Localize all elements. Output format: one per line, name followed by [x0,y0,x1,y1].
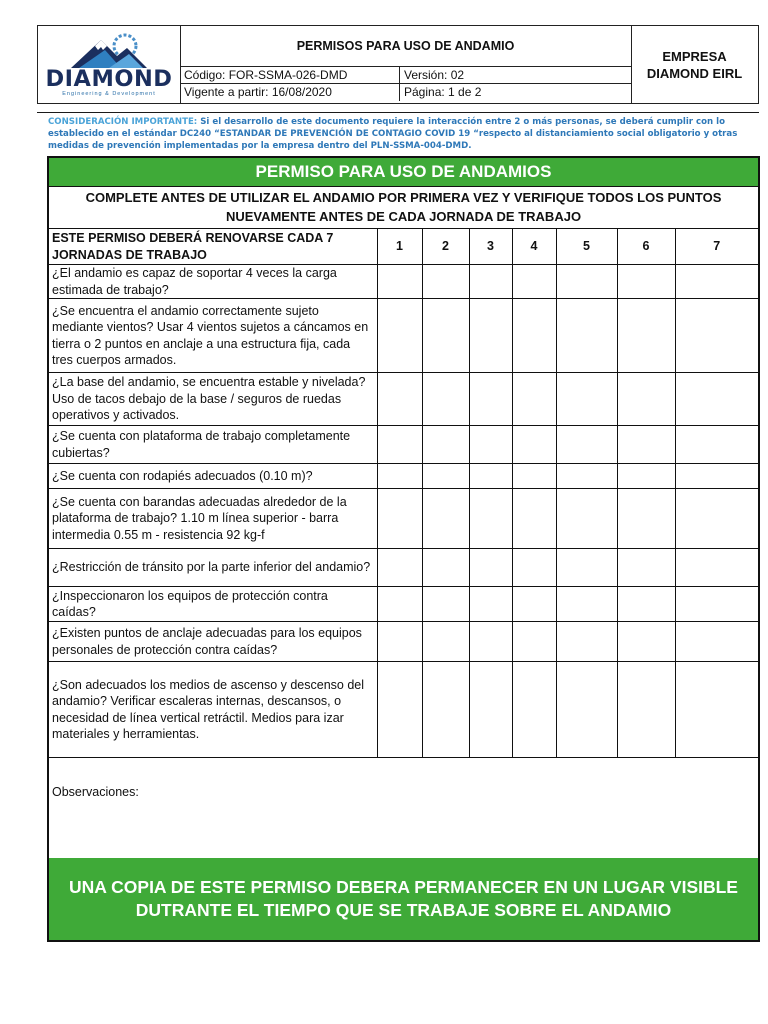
check-cell-day-7[interactable] [675,265,758,299]
check-cell-day-2[interactable] [422,426,469,464]
check-cell-day-4[interactable] [512,662,556,758]
checklist-row [49,426,758,464]
check-cell-day-4[interactable] [512,299,556,373]
header-row-code [180,66,631,84]
check-cell-day-5[interactable] [556,299,617,373]
check-cell-day-5[interactable] [556,549,617,587]
check-cell-day-6[interactable] [617,489,675,549]
mountain-gear-icon [43,30,175,70]
check-cell-day-6[interactable] [617,299,675,373]
check-cell-day-2[interactable] [422,464,469,489]
check-cell-day-7[interactable] [675,299,758,373]
check-cell-day-1[interactable] [377,299,422,373]
day-header-5: 5 [556,229,617,265]
day-header-4: 4 [512,229,556,265]
note-lead: CONSIDERACIÓN IMPORTANTE: [48,117,198,127]
check-cell-day-2[interactable] [422,587,469,622]
company-line-2: DIAMOND EIRL [646,65,743,81]
logo-tagline: Engineering & Development [62,91,156,97]
important-note [48,116,762,152]
check-cell-day-5[interactable] [556,464,617,489]
observations-box[interactable] [49,784,758,859]
checklist-row [49,299,758,373]
check-cell-day-1[interactable] [377,464,422,489]
day-header-1: 1 [377,229,422,265]
document-title: PERMISOS PARA USO DE ANDAMIO [296,39,515,53]
check-cell-day-3[interactable] [469,299,512,373]
check-cell-day-1[interactable] [377,426,422,464]
company-line-1: EMPRESA [662,48,727,64]
check-cell-day-1[interactable] [377,662,422,758]
check-cell-day-1[interactable] [377,549,422,587]
check-cell-day-4[interactable] [512,622,556,662]
question-text: ¿Se encuentra el andamio correctamente sujeto mediante vientos? Usar 4 vientos sujetos a cáncamos en tierra o 2 puntos en anclaje a una estructura fija, cada tres cuerpos armados. [49,299,377,373]
day-header-2: 2 [422,229,469,265]
check-cell-day-6[interactable] [617,587,675,622]
check-cell-day-6[interactable] [617,373,675,426]
check-cell-day-4[interactable] [512,549,556,587]
day-header-6: 6 [617,229,675,265]
checklist-row [49,587,758,622]
question-text: ¿Inspeccionaron los equipos de protección contra caídas? [49,587,377,622]
question-text: ¿El andamio es capaz de soportar 4 veces la carga estimada de trabajo? [49,265,377,299]
check-cell-day-3[interactable] [469,549,512,587]
check-cell-day-2[interactable] [422,373,469,426]
checklist-row [49,662,758,758]
footer-notice: UNA COPIA DE ESTE PERMISO DEBERA PERMANECER EN UN LUGAR VISIBLE DUTRANTE EL TIEMPO QUE SE TRABAJE SOBRE EL ANDAMIO [49,858,758,940]
checklist-row [49,464,758,489]
form-title: PERMISO PARA USO DE ANDAMIOS [49,158,758,187]
logo-brand: DIAMOND [45,66,173,92]
check-cell-day-3[interactable] [469,464,512,489]
check-cell-day-3[interactable] [469,489,512,549]
check-cell-day-2[interactable] [422,549,469,587]
check-cell-day-6[interactable] [617,549,675,587]
checklist-header-row [49,229,758,265]
form-instructions: COMPLETE ANTES DE UTILIZAR EL ANDAMIO POR PRIMERA VEZ Y VERIFIQUE TODOS LOS PUNTOS NUEVAMENTE ANTES DE CADA JORNADA DE TRABAJO [49,186,758,229]
question-text: ¿Restricción de tránsito por la parte inferior del andamio? [49,549,377,587]
checklist-row [49,549,758,587]
check-cell-day-6[interactable] [617,265,675,299]
page-number: Página: 1 de 2 [404,85,482,99]
check-cell-day-5[interactable] [556,489,617,549]
divider [37,112,759,113]
check-cell-day-6[interactable] [617,426,675,464]
check-cell-day-3[interactable] [469,662,512,758]
check-cell-day-4[interactable] [512,426,556,464]
check-cell-day-3[interactable] [469,265,512,299]
day-header-3: 3 [469,229,512,265]
document-version: Versión: 02 [404,68,465,82]
check-cell-day-1[interactable] [377,622,422,662]
check-cell-day-1[interactable] [377,373,422,426]
check-cell-day-5[interactable] [556,373,617,426]
check-cell-day-5[interactable] [556,426,617,464]
check-cell-day-2[interactable] [422,299,469,373]
question-text: ¿Se cuenta con rodapiés adecuados (0.10 m)? [49,464,377,489]
header-info [180,26,632,103]
check-cell-day-3[interactable] [469,373,512,426]
valid-from: Vigente a partir: 16/08/2020 [184,85,332,99]
document-header [37,25,759,104]
observations-label: Observaciones: [52,785,139,799]
check-cell-day-5[interactable] [556,662,617,758]
check-cell-day-4[interactable] [512,587,556,622]
check-cell-day-3[interactable] [469,426,512,464]
check-cell-day-7[interactable] [675,587,758,622]
check-cell-day-1[interactable] [377,265,422,299]
check-cell-day-6[interactable] [617,464,675,489]
checklist-row [49,373,758,426]
check-cell-day-5[interactable] [556,622,617,662]
renew-note: ESTE PERMISO DEBERÁ RENOVARSE CADA 7 JORNADAS DE TRABAJO [49,229,377,265]
check-cell-day-7[interactable] [675,489,758,549]
check-cell-day-3[interactable] [469,622,512,662]
check-cell-day-4[interactable] [512,373,556,426]
check-cell-day-5[interactable] [556,265,617,299]
check-cell-day-2[interactable] [422,622,469,662]
check-cell-day-7[interactable] [675,373,758,426]
check-cell-day-6[interactable] [617,622,675,662]
permit-form [47,156,760,942]
check-cell-day-6[interactable] [617,662,675,758]
check-cell-day-2[interactable] [422,265,469,299]
document-code: Código: FOR-SSMA-026-DMD [184,68,348,82]
check-cell-day-7[interactable] [675,426,758,464]
check-cell-day-7[interactable] [675,549,758,587]
header-row-date [180,83,631,101]
check-cell-day-3[interactable] [469,587,512,622]
question-text: ¿Se cuenta con barandas adecuadas alrededor de la plataforma de trabajo? 1.10 m línea superior - barra intermedia 0.55 m - resistencia 92 kg-f [49,489,377,549]
question-text: ¿La base del andamio, se encuentra estable y nivelada? Uso de tacos debajo de la base / seguros de ruedas operativos y activados. [49,373,377,426]
check-cell-day-5[interactable] [556,587,617,622]
check-cell-day-7[interactable] [675,622,758,662]
check-cell-day-1[interactable] [377,489,422,549]
check-cell-day-1[interactable] [377,587,422,622]
check-cell-day-7[interactable] [675,662,758,758]
checklist-row [49,265,758,299]
checklist-row [49,622,758,662]
logo-cell [38,26,181,103]
check-cell-day-4[interactable] [512,464,556,489]
question-text: ¿Se cuenta con plataforma de trabajo completamente cubiertas? [49,426,377,464]
check-cell-day-2[interactable] [422,662,469,758]
company-name [631,26,758,103]
question-text: ¿Son adecuados los medios de ascenso y descenso del andamio? Verificar escaleras internas, descansos, o necesidad de línea vertical retráctil. Medios para izar materiales y herramientas. [49,662,377,758]
note-text: Si el desarrollo de este documento requiere la interacción entre 2 o más personas, se deberá cumplir con lo establecido en el estándar DC240 “ESTANDAR DE PREVENCIÓN DE CONTAGIO COVID 19 “respecto al distanciamiento social obligatorio y otras medidas de prevención implementadas por la empresa dentro del PLN-SSMA-004-DMD. [48,117,738,151]
checklist-row [49,489,758,549]
check-cell-day-4[interactable] [512,265,556,299]
checklist-table [49,228,758,758]
check-cell-day-7[interactable] [675,464,758,489]
check-cell-day-2[interactable] [422,489,469,549]
question-text: ¿Existen puntos de anclaje adecuadas para los equipos personales de protección contra caídas? [49,622,377,662]
day-header-7: 7 [675,229,758,265]
company-logo [43,30,175,100]
check-cell-day-4[interactable] [512,489,556,549]
